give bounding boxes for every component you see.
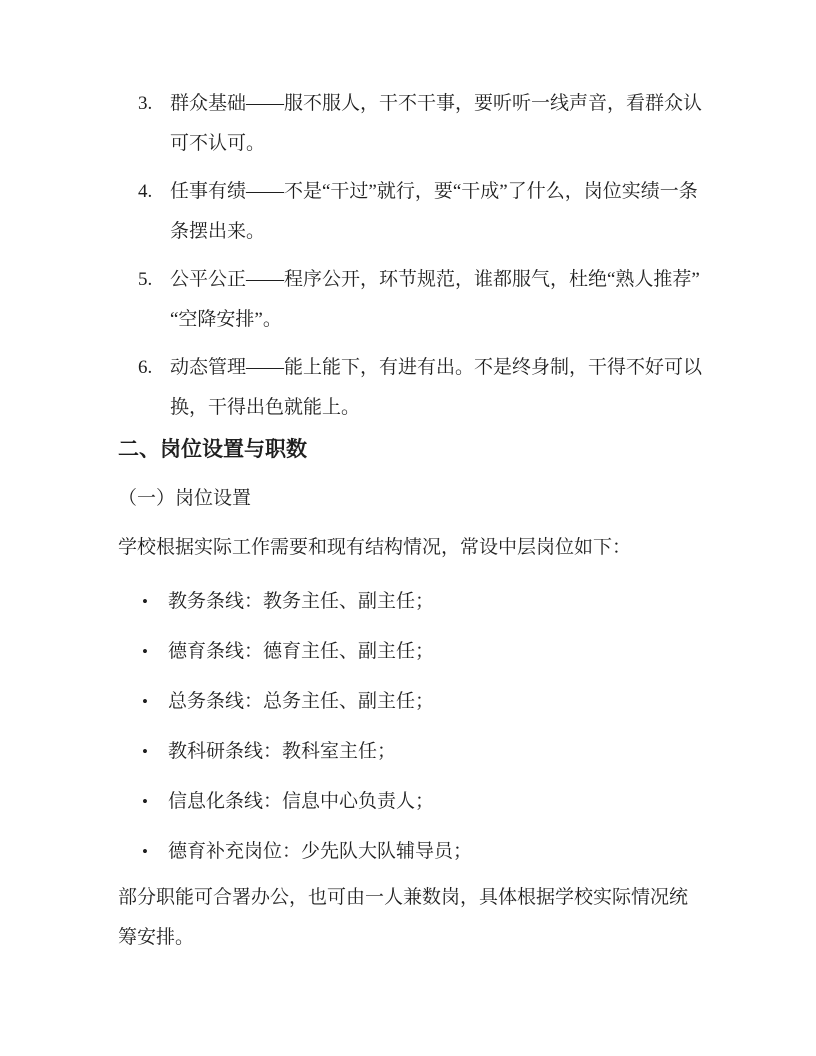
list-item-number: 6. xyxy=(138,357,153,378)
bullet-icon: • xyxy=(142,642,148,661)
list-item xyxy=(142,582,704,622)
list-item xyxy=(138,172,704,252)
list-item xyxy=(142,632,704,672)
bullet-icon: • xyxy=(142,742,148,761)
list-item-text: 德育补充岗位：少先队大队辅导员； xyxy=(168,841,473,862)
bullet-icon: • xyxy=(142,692,148,711)
list-item xyxy=(142,682,704,722)
list-item-text: 动态管理——能上能下，有进有出。不是终身制，干得不好可以换，干得出色就能上。 xyxy=(170,357,703,418)
list-item-number: 3. xyxy=(138,93,153,114)
list-item-number: 4. xyxy=(138,181,153,202)
bullet-icon: • xyxy=(142,792,148,811)
bullet-list xyxy=(118,582,704,872)
list-item-text: 总务条线：总务主任、副主任； xyxy=(168,691,435,712)
list-item-text: 教科研条线：教科室主任； xyxy=(168,741,397,762)
intro-paragraph: 学校根据实际工作需要和现有结构情况，常设中层岗位如下： xyxy=(118,537,632,558)
list-item-text: 公平公正——程序公开，环节规范，谁都服气，杜绝“熟人推荐”“空降安排”。 xyxy=(170,269,700,330)
bullet-icon: • xyxy=(142,842,148,861)
list-item xyxy=(138,348,704,428)
list-item-text: 信息化条线：信息中心负责人； xyxy=(168,791,435,812)
section-heading: 二、岗位设置与职数 xyxy=(118,437,307,461)
list-item-text: 德育条线：德育主任、副主任； xyxy=(168,641,435,662)
bullet-icon: • xyxy=(142,592,148,611)
numbered-list xyxy=(118,84,704,428)
list-item-text: 教务条线：教务主任、副主任； xyxy=(168,591,435,612)
list-item xyxy=(142,782,704,822)
list-item-number: 5. xyxy=(138,269,153,290)
list-item xyxy=(138,84,704,164)
subsection-heading: （一）岗位设置 xyxy=(118,488,252,509)
list-item-text: 任事有绩——不是“干过”就行，要“干成”了什么，岗位实绩一条条摆出来。 xyxy=(170,181,698,242)
closing-paragraph: 部分职能可合署办公，也可由一人兼数岗，具体根据学校实际情况统筹安排。 xyxy=(118,887,689,948)
list-item xyxy=(138,260,704,340)
list-item-text: 群众基础——服不服人，干不干事，要听听一线声音，看群众认可不认可。 xyxy=(170,93,703,154)
list-item xyxy=(142,732,704,772)
list-item xyxy=(142,832,704,872)
